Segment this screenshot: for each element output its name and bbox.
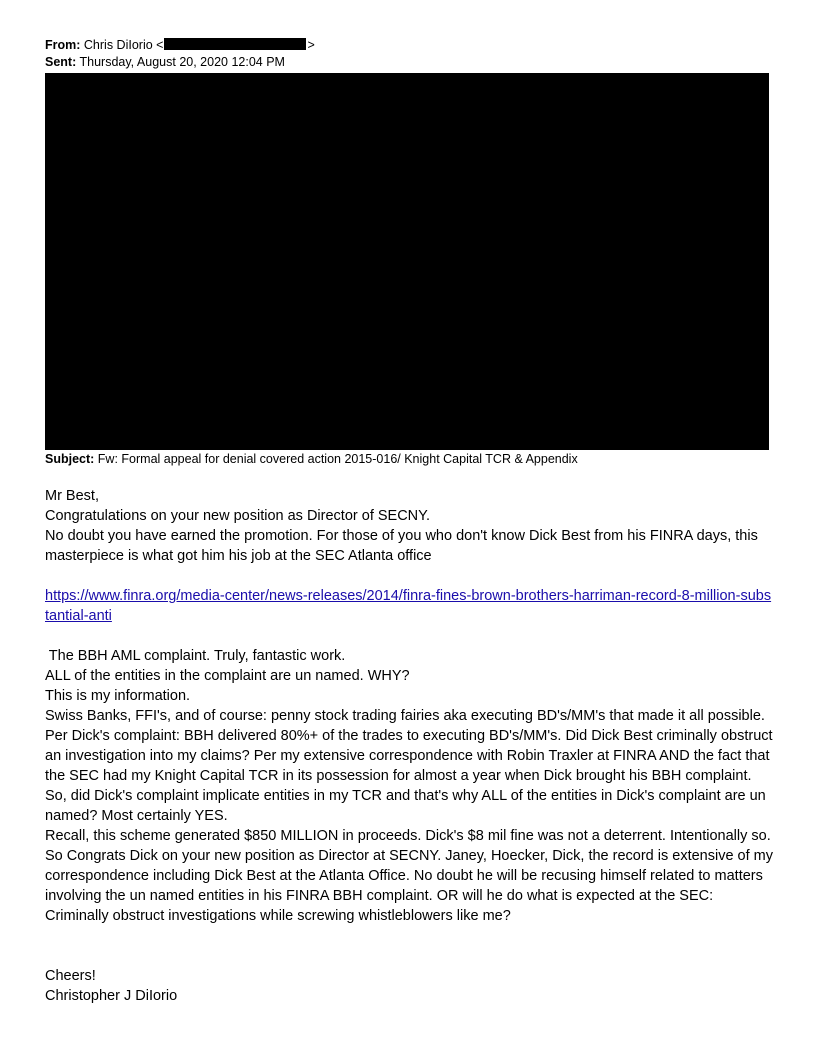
signoff-block (45, 966, 773, 1006)
body-paragraph: Per Dick's complaint: BBH delivered 80%+ of the trades to executing BD's/MM's. Did Dick Best criminally obstruct an investigation into my claims? Per my extensive correspondence with Robin Traxler at FINRA AND the fact that the SEC had my Knight Capital TCR in its possession for almost a year when Dick brought his BBH complaint. So, did Dick's complaint implicate entities in my TCR and that's why ALL of the entities in Dick's complaint are un named? Most certainly YES. (45, 728, 773, 824)
subject-label: Subject: (45, 452, 95, 466)
body-paragraph: This is my information. (45, 688, 191, 704)
body-paragraph: So Congrats Dick on your new position as Director at SECNY. Janey, Hoecker, Dick, the record is extensive of my correspondence including Dick Best at the Atlanta Office. No doubt he will be recusing himself related to matters involving the un named entities in his FINRA BBH complaint. OR will he do what is expected at the SEC: Criminally obstruct investigations while screwing whistleblowers like me? (45, 848, 773, 924)
intro-line: Congratulations on your new position as Director of SECNY. (45, 508, 430, 524)
sent-line (45, 53, 285, 71)
from-close: > (307, 38, 315, 52)
closing: Cheers! (45, 968, 96, 984)
main-body (45, 646, 773, 926)
subject-value: Fw: Formal appeal for denial covered action 2015-016/ Knight Capital TCR & Appendix (97, 452, 578, 466)
signature: Christopher J DiIorio (45, 988, 178, 1004)
body-paragraph: ALL of the entities in the complaint are un named. WHY? (45, 668, 410, 684)
from-label: From: (45, 38, 81, 52)
from-line (45, 36, 315, 54)
from-name: Chris DiIorio < (83, 38, 164, 52)
body-paragraph: The BBH AML complaint. Truly, fantastic work. (45, 648, 346, 664)
body-paragraph: Recall, this scheme generated $850 MILLION in proceeds. Dick's $8 mil fine was not a deterrent. Intentionally so. (45, 828, 771, 844)
sent-label: Sent: (45, 55, 77, 69)
body-paragraph: Swiss Banks, FFI's, and of course: penny stock trading fairies aka executing BD's/MM's that made it all possible. (45, 708, 765, 724)
sent-value: Thursday, August 20, 2020 12:04 PM (79, 55, 285, 69)
link-block (45, 586, 773, 626)
greeting: Mr Best, (45, 488, 99, 504)
subject-line (45, 450, 578, 468)
redacted-recipients-block (45, 73, 769, 450)
intro-line: No doubt you have earned the promotion. For those of you who don't know Dick Best from his FINRA days, this masterpiece is what got him his job at the SEC Atlanta office (45, 528, 758, 564)
redacted-email (164, 38, 306, 50)
finra-news-link[interactable]: https://www.finra.org/media-center/news-releases/2014/finra-fines-brown-brothers-harriman-record-8-million-substantial-anti (45, 588, 772, 624)
greeting-block (45, 486, 773, 566)
